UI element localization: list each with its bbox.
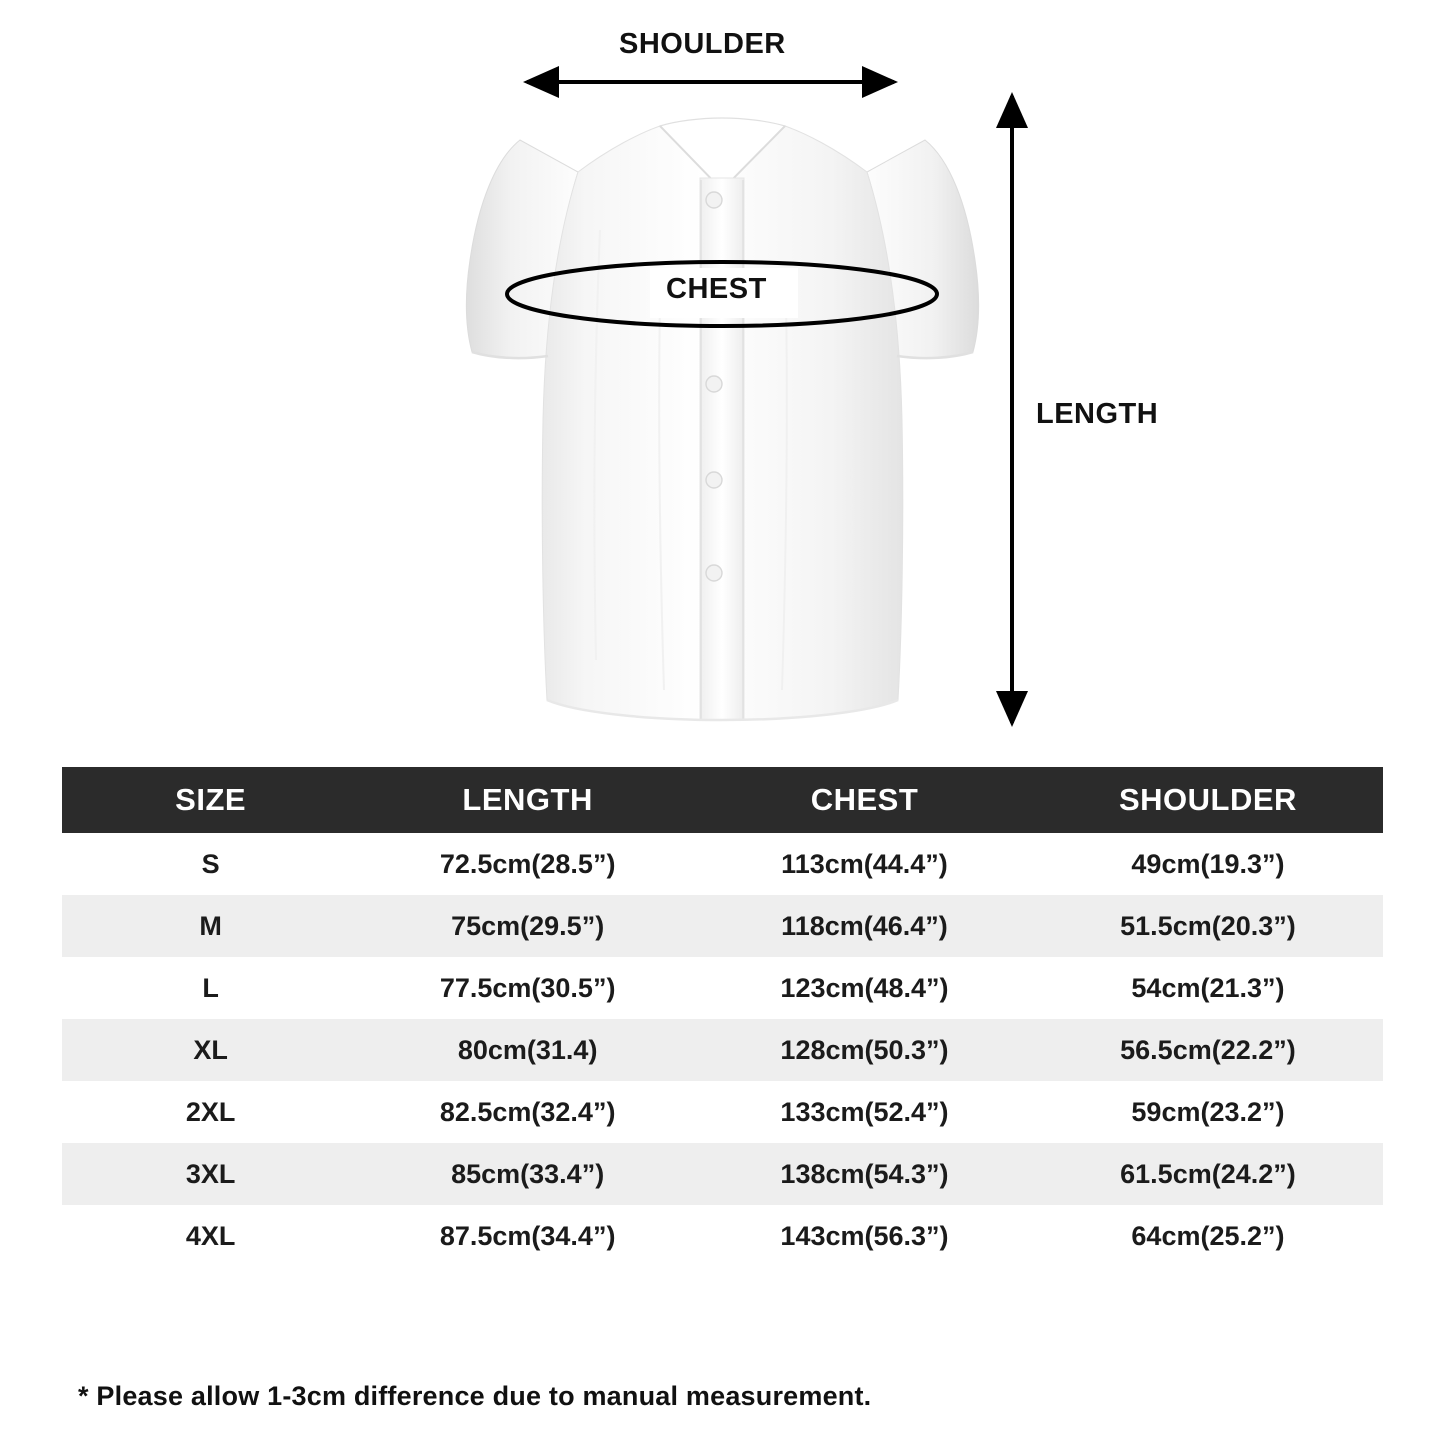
cell-size: XL — [62, 1019, 359, 1081]
table-row — [62, 1143, 1383, 1205]
cell-size: 2XL — [62, 1081, 359, 1143]
cell-length: 80cm(31.4) — [359, 1019, 696, 1081]
chest-dimension-label: CHEST — [666, 273, 767, 305]
table-row — [62, 1081, 1383, 1143]
size-chart-table — [62, 767, 1383, 1267]
cell-chest: 128cm(50.3”) — [696, 1019, 1033, 1081]
cell-chest: 113cm(44.4”) — [696, 833, 1033, 895]
cell-length: 82.5cm(32.4”) — [359, 1081, 696, 1143]
cell-chest: 123cm(48.4”) — [696, 957, 1033, 1019]
cell-shoulder: 59cm(23.2”) — [1033, 1081, 1383, 1143]
measurement-note: * Please allow 1-3cm difference due to manual measurement. — [78, 1381, 872, 1411]
cell-shoulder: 61.5cm(24.2”) — [1033, 1143, 1383, 1205]
cell-chest: 143cm(56.3”) — [696, 1205, 1033, 1267]
cell-shoulder: 49cm(19.3”) — [1033, 833, 1383, 895]
table-header-row — [62, 767, 1383, 833]
column-header-chest: CHEST — [696, 767, 1033, 833]
table-row — [62, 833, 1383, 895]
cell-length: 75cm(29.5”) — [359, 895, 696, 957]
cell-chest: 118cm(46.4”) — [696, 895, 1033, 957]
cell-length: 87.5cm(34.4”) — [359, 1205, 696, 1267]
cell-size: M — [62, 895, 359, 957]
table-row — [62, 895, 1383, 957]
cell-shoulder: 64cm(25.2”) — [1033, 1205, 1383, 1267]
shoulder-dimension-label: SHOULDER — [619, 28, 786, 60]
cell-size: L — [62, 957, 359, 1019]
cell-size: S — [62, 833, 359, 895]
cell-length: 85cm(33.4”) — [359, 1143, 696, 1205]
column-header-shoulder: SHOULDER — [1033, 767, 1383, 833]
cell-chest: 138cm(54.3”) — [696, 1143, 1033, 1205]
cell-length: 72.5cm(28.5”) — [359, 833, 696, 895]
cell-shoulder: 56.5cm(22.2”) — [1033, 1019, 1383, 1081]
cell-chest: 133cm(52.4”) — [696, 1081, 1033, 1143]
cell-shoulder: 54cm(21.3”) — [1033, 957, 1383, 1019]
table-row — [62, 957, 1383, 1019]
column-header-size: SIZE — [62, 767, 359, 833]
cell-shoulder: 51.5cm(20.3”) — [1033, 895, 1383, 957]
cell-size: 4XL — [62, 1205, 359, 1267]
table-row — [62, 1205, 1383, 1267]
length-dimension-label: LENGTH — [1036, 398, 1159, 430]
column-header-length: LENGTH — [359, 767, 696, 833]
cell-length: 77.5cm(30.5”) — [359, 957, 696, 1019]
cell-size: 3XL — [62, 1143, 359, 1205]
table-row — [62, 1019, 1383, 1081]
